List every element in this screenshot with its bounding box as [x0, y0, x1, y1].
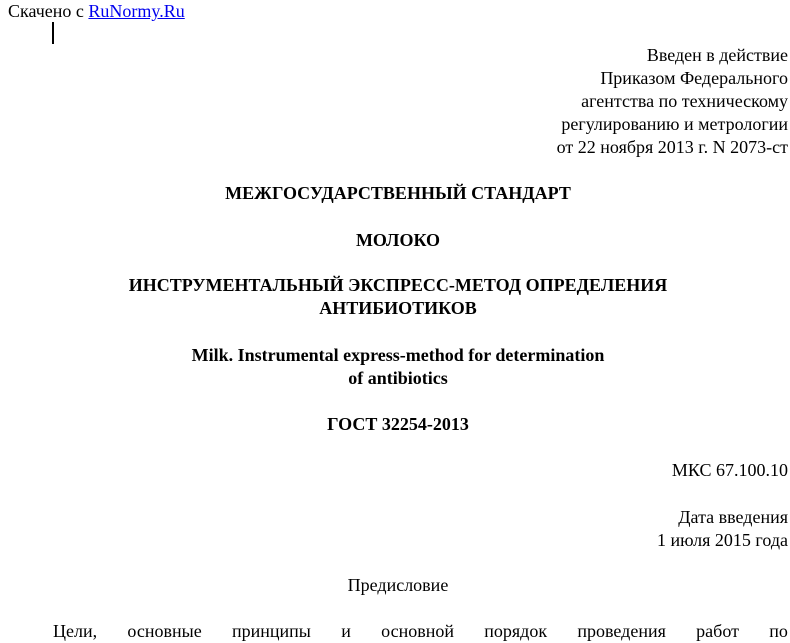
enactment-block	[557, 44, 788, 159]
foreword-word: проведения	[577, 621, 666, 641]
foreword-word: принципы	[232, 621, 311, 641]
enactment-line: от 22 ноября 2013 г. N 2073-ст	[556, 137, 788, 157]
source-line	[8, 1, 185, 21]
title-en-line: Milk. Instrumental express-method for determination	[191, 345, 605, 365]
foreword-word: и	[341, 621, 351, 641]
enactment-line: Приказом Федерального	[600, 68, 788, 88]
foreword-word: порядок	[484, 621, 548, 641]
product-heading: МОЛОКО	[355, 230, 441, 250]
foreword-first-line	[53, 620, 788, 643]
mks-code	[672, 459, 788, 482]
source-link[interactable]: RuNormy.Ru	[88, 1, 185, 21]
standard-type-heading: МЕЖГОСУДАРСТВЕННЫЙ СТАНДАРТ	[225, 183, 571, 203]
mks-code-text: МКС 67.100.10	[671, 460, 788, 480]
gost-number: ГОСТ 32254-2013	[327, 414, 469, 434]
text-cursor	[52, 22, 54, 44]
introduction-date	[657, 506, 788, 552]
foreword-word: по	[769, 621, 788, 641]
foreword-word: основные	[127, 621, 202, 641]
introduction-date-label: Дата введения	[678, 507, 788, 527]
title-en-line: of antibiotics	[348, 368, 448, 388]
enactment-line: регулированию и метрологии	[561, 114, 788, 134]
foreword-title: Предисловие	[347, 575, 449, 595]
title-ru-line: ИНСТРУМЕНТАЛЬНЫЙ ЭКСПРЕСС-МЕТОД ОПРЕДЕЛЕНИЯ	[128, 275, 668, 295]
title-ru	[0, 274, 790, 320]
foreword-word: основной	[381, 621, 454, 641]
title-ru-line: АНТИБИОТИКОВ	[319, 298, 477, 318]
enactment-line: Введен в действие	[646, 45, 788, 65]
source-prefix: Скачено с	[8, 1, 89, 21]
foreword-word: Цели,	[53, 621, 98, 641]
enactment-line: агентства по техническому	[581, 91, 788, 111]
foreword-word: работ	[696, 621, 739, 641]
title-en	[0, 344, 790, 390]
introduction-date-value: 1 июля 2015 года	[657, 530, 788, 550]
